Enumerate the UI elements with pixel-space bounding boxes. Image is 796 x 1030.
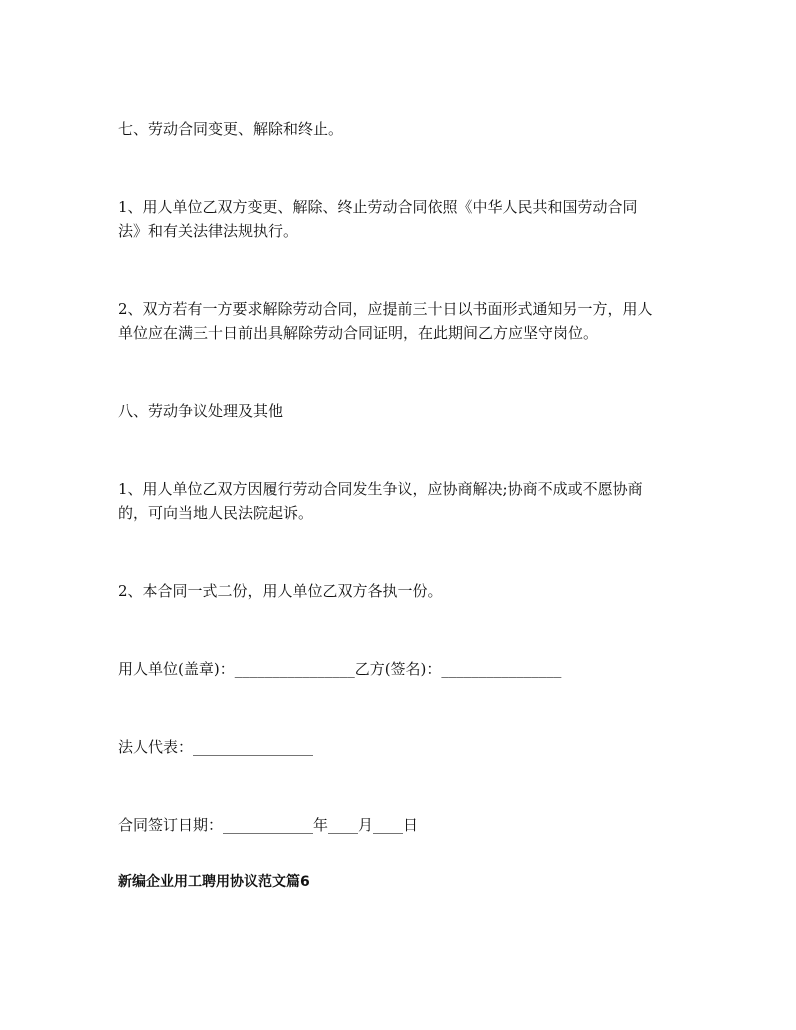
section-7-paragraph-1-line-1: 1、用人单位乙双方变更、解除、终止劳动合同依照《中华人民共和国劳动合同 [118,198,638,216]
legal-representative-line: 法人代表：________________ [118,738,314,756]
signature-line: 用人单位(盖章)：________________乙方(签名)：________________ [118,660,562,678]
section-7-title: 七、劳动合同变更、解除和终止。 [118,120,344,138]
signing-date-line: 合同签订日期：____________年____月____日 [118,816,419,834]
section-8-paragraph-2: 2、本合同一式二份，用人单位乙双方各执一份。 [118,582,443,600]
next-article-title: 新编企业用工聘用协议范文篇6 [118,874,310,890]
section-8-title: 八、劳动争议处理及其他 [118,402,284,420]
section-7-paragraph-2-line-1: 2、双方若有一方要求解除劳动合同，应提前三十日以书面形式通知另一方，用人 [118,300,653,318]
section-7-paragraph-1-line-2: 法》和有关法律法规执行。 [118,222,299,240]
section-8-paragraph-1-line-1: 1、用人单位乙双方因履行劳动合同发生争议，应协商解决;协商不成或不愿协商 [118,480,643,498]
section-7-paragraph-2-line-2: 单位应在满三十日前出具解除劳动合同证明，在此期间乙方应坚守岗位。 [118,324,599,342]
section-8-paragraph-1-line-2: 的，可向当地人民法院起诉。 [118,504,314,522]
